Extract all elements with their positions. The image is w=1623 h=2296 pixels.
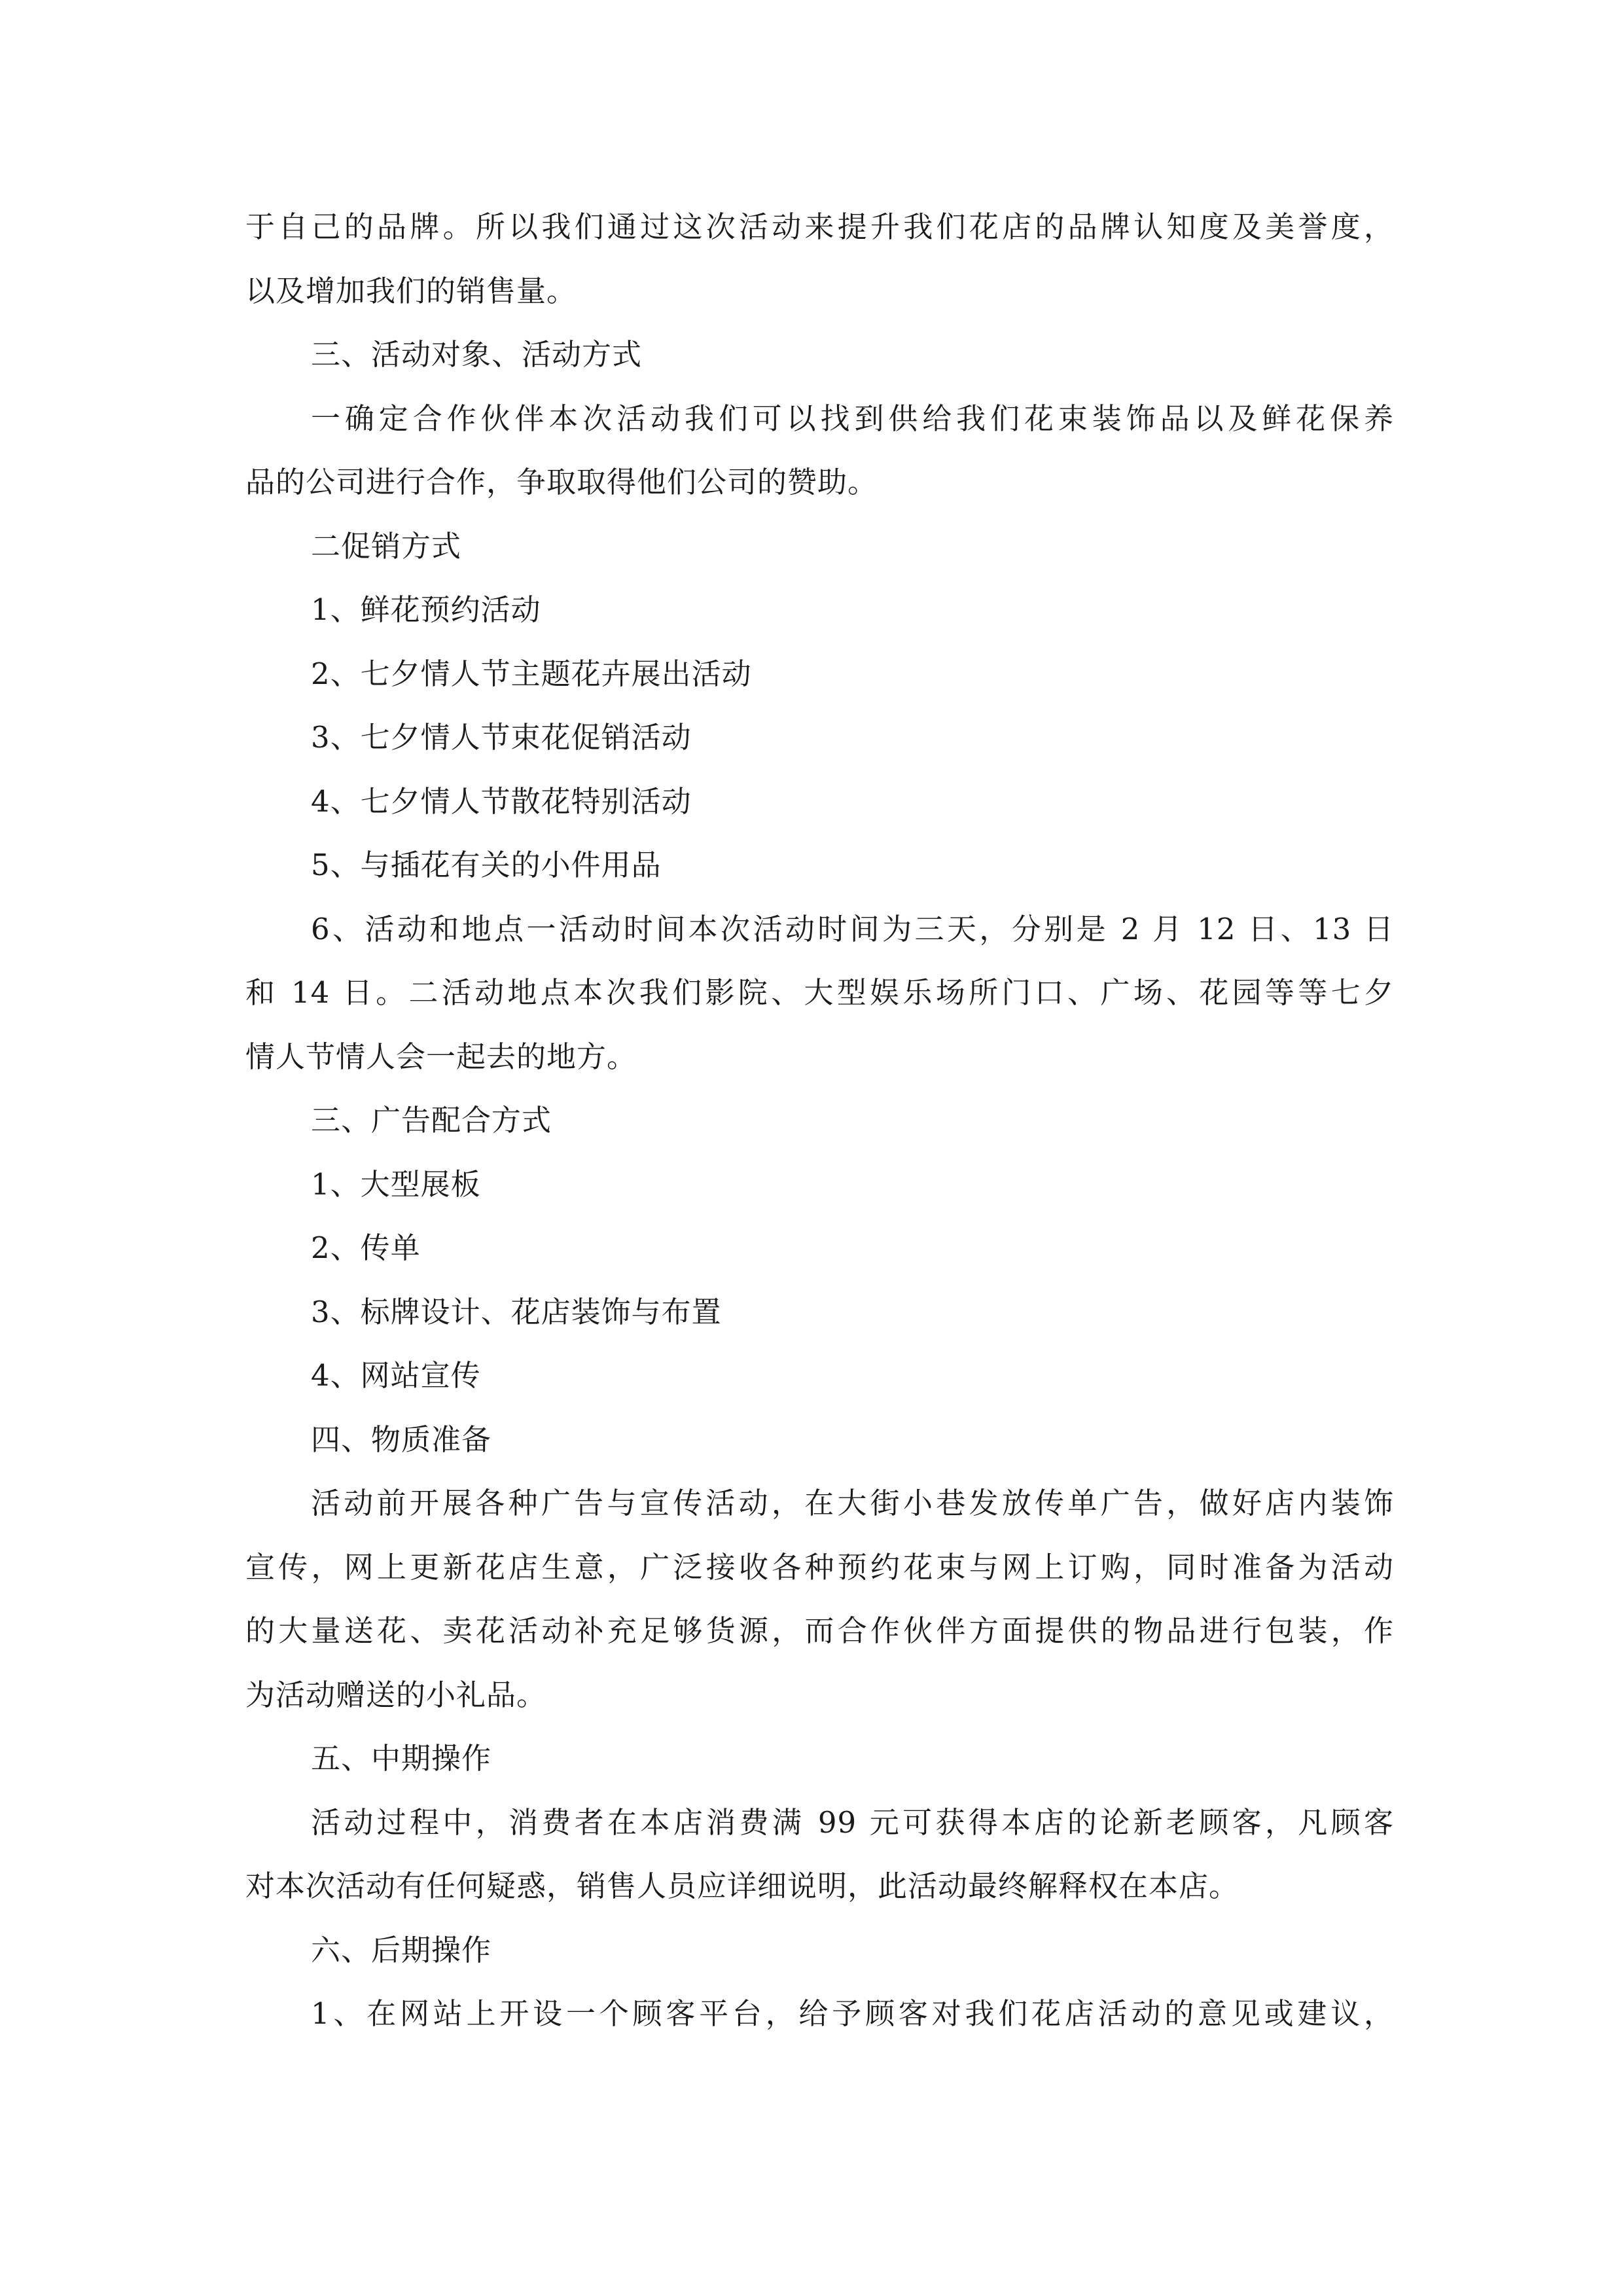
paragraph-line: 于自己的品牌。所以我们通过这次活动来提升我们花店的品牌认知度及美誉度， xyxy=(245,209,1394,244)
paragraph-line: 6、活动和地点一活动时间本次活动时间为三天，分别是 2 月 12 日、13 日 xyxy=(311,911,1394,946)
paragraph-line: 活动前开展各种广告与宣传活动，在大街小巷发放传单广告，做好店内装饰 xyxy=(311,1486,1394,1520)
paragraph-line: 活动过程中，消费者在本店消费满 99 元可获得本店的论新老顾客，凡顾客 xyxy=(311,1804,1394,1840)
paragraph-line: 六、后期操作 xyxy=(311,1932,492,1967)
paragraph-line: 四、物质准备 xyxy=(311,1422,492,1457)
paragraph-line: 情人节情人会一起去的地方。 xyxy=(245,1039,637,1074)
paragraph-line: 3、七夕情人节束花促销活动 xyxy=(311,720,692,755)
paragraph-line: 5、与插花有关的小件用品 xyxy=(311,848,662,882)
paragraph-line: 宣传，网上更新花店生意，广泛接收各种预约花束与网上订购，同时准备为活动 xyxy=(245,1549,1394,1585)
paragraph-line: 和 14 日。二活动地点本次我们影院、大型娱乐场所门口、广场、花园等等七夕 xyxy=(245,975,1394,1010)
paragraph-line: 4、七夕情人节散花特别活动 xyxy=(311,783,692,819)
paragraph-line: 2、传单 xyxy=(311,1230,421,1265)
paragraph-line: 以及增加我们的销售量。 xyxy=(245,273,577,308)
paragraph-line: 1、鲜花预约活动 xyxy=(311,592,541,627)
paragraph-line: 三、活动对象、活动方式 xyxy=(311,337,643,372)
paragraph-line: 4、网站宣传 xyxy=(311,1358,481,1393)
paragraph-line: 的大量送花、卖花活动补充足够货源，而合作伙伴方面提供的物品进行包装，作 xyxy=(245,1613,1394,1648)
paragraph-line: 品的公司进行合作，争取取得他们公司的赞助。 xyxy=(245,465,878,499)
paragraph-line: 1、在网站上开设一个顾客平台，给予顾客对我们花店活动的意见或建议， xyxy=(311,1996,1394,2031)
paragraph-line: 对本次活动有任何疑惑，销售人员应详细说明，此活动最终解释权在本店。 xyxy=(245,1869,1240,1903)
paragraph-line: 2、七夕情人节主题花卉展出活动 xyxy=(311,656,752,691)
paragraph-line: 3、标牌设计、花店装饰与布置 xyxy=(311,1294,722,1329)
paragraph-line: 五、中期操作 xyxy=(311,1741,492,1776)
paragraph-line: 二促销方式 xyxy=(311,528,462,564)
paragraph-line: 三、广告配合方式 xyxy=(311,1103,552,1138)
document-body xyxy=(245,195,1394,2046)
paragraph-line: 1、大型展板 xyxy=(311,1166,481,1202)
paragraph-line: 一确定合作伙伴本次活动我们可以找到供给我们花束装饰品以及鲜花保养 xyxy=(311,401,1394,436)
paragraph-line: 为活动赠送的小礼品。 xyxy=(245,1677,547,1712)
